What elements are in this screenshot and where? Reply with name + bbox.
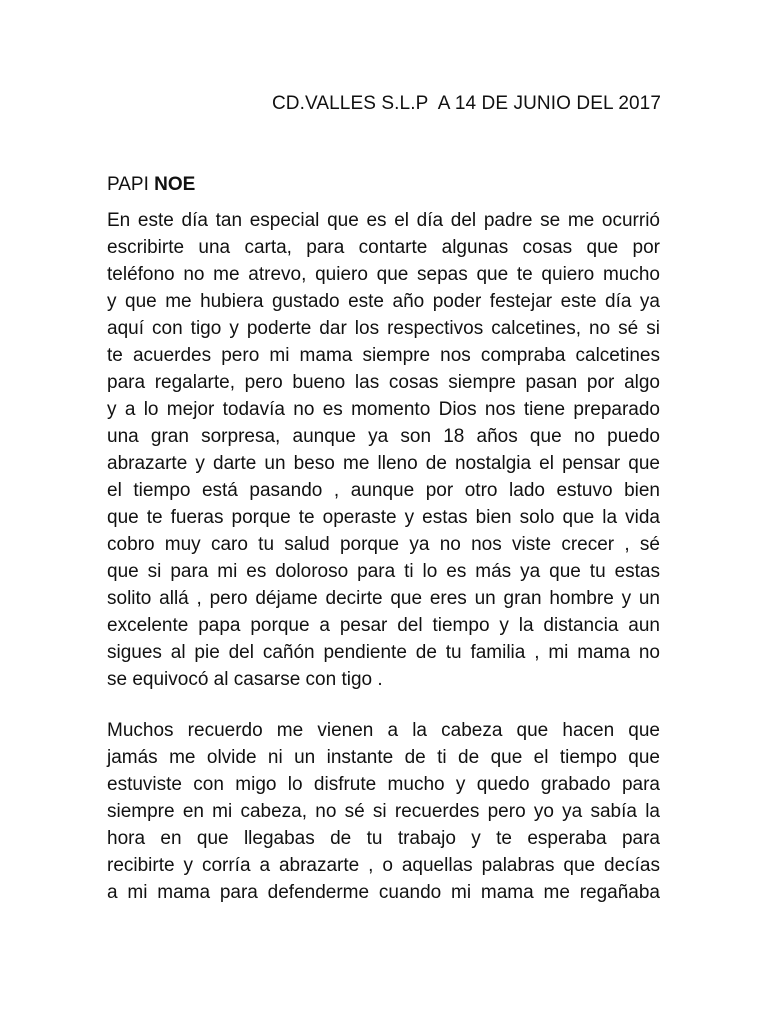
paragraph-1-line: una gran sorpresa, aunque ya son 18 años que no puedo xyxy=(107,426,660,447)
salutation-prefix: PAPI xyxy=(107,174,155,195)
paragraph-1-line: que si para mi es doloroso para ti lo es más ya que tu estas xyxy=(107,561,660,582)
paragraph-2-line: estuviste con migo lo disfrute mucho y quedo grabado para xyxy=(107,774,660,795)
paragraph-1-line: que te fueras porque te operaste y estas bien solo que la vida xyxy=(107,507,660,528)
paragraph-1-line: para regalarte, pero bueno las cosas siempre pasan por algo xyxy=(107,372,660,393)
paragraph-2-line: siempre en mi cabeza, no sé si recuerdes pero yo ya sabía la xyxy=(107,801,660,822)
paragraph-2-line: Muchos recuerdo me vienen a la cabeza que hacen que xyxy=(107,720,660,741)
paragraph-1-line: abrazarte y darte un beso me lleno de nostalgia el pensar que xyxy=(107,453,660,474)
letter-dateline: CD.VALLES S.L.P A 14 DE JUNIO DEL 2017 xyxy=(271,93,661,114)
letter-salutation xyxy=(107,173,195,197)
paragraph-1-line: teléfono no me atrevo, quiero que sepas que te quiero mucho xyxy=(107,264,660,285)
paragraph-1-line: sigues al pie del cañón pendiente de tu familia , mi mama no xyxy=(107,642,660,663)
paragraph-1-line: se equivocó al casarse con tigo . xyxy=(107,669,383,690)
paragraph-1-line: el tiempo está pasando , aunque por otro lado estuvo bien xyxy=(107,480,660,501)
paragraph-1-line: solito allá , pero déjame decirte que eres un gran hombre y un xyxy=(107,588,660,609)
paragraph-1-line: aquí con tigo y poderte dar los respectivos calcetines, no sé si xyxy=(107,318,660,339)
paragraph-1-line: y que me hubiera gustado este año poder festejar este día ya xyxy=(107,291,660,312)
letter-paragraph-1 xyxy=(107,207,660,693)
salutation-name: NOE xyxy=(154,174,196,195)
letter-paragraph-2 xyxy=(107,717,660,906)
paragraph-2-line: jamás me olvide ni un instante de ti de que el tiempo que xyxy=(107,747,660,768)
paragraph-1-line: En este día tan especial que es el día del padre se me ocurrió xyxy=(107,210,660,231)
paragraph-2-line: hora en que llegabas de tu trabajo y te esperaba para xyxy=(107,828,660,849)
paragraph-1-line: y a lo mejor todavía no es momento Dios nos tiene preparado xyxy=(107,399,660,420)
paragraph-1-line: escribirte una carta, para contarte algunas cosas que por xyxy=(107,237,660,258)
paragraph-2-line: a mi mama para defenderme cuando mi mama me regañaba xyxy=(107,882,660,903)
paragraph-2-line: recibirte y corría a abrazarte , o aquellas palabras que decías xyxy=(107,855,660,876)
paragraph-1-line: excelente papa porque a pesar del tiempo y la distancia aun xyxy=(107,615,660,636)
paragraph-1-line: te acuerdes pero mi mama siempre nos compraba calcetines xyxy=(107,345,660,366)
paragraph-1-line: cobro muy caro tu salud porque ya no nos viste crecer , sé xyxy=(107,534,660,555)
